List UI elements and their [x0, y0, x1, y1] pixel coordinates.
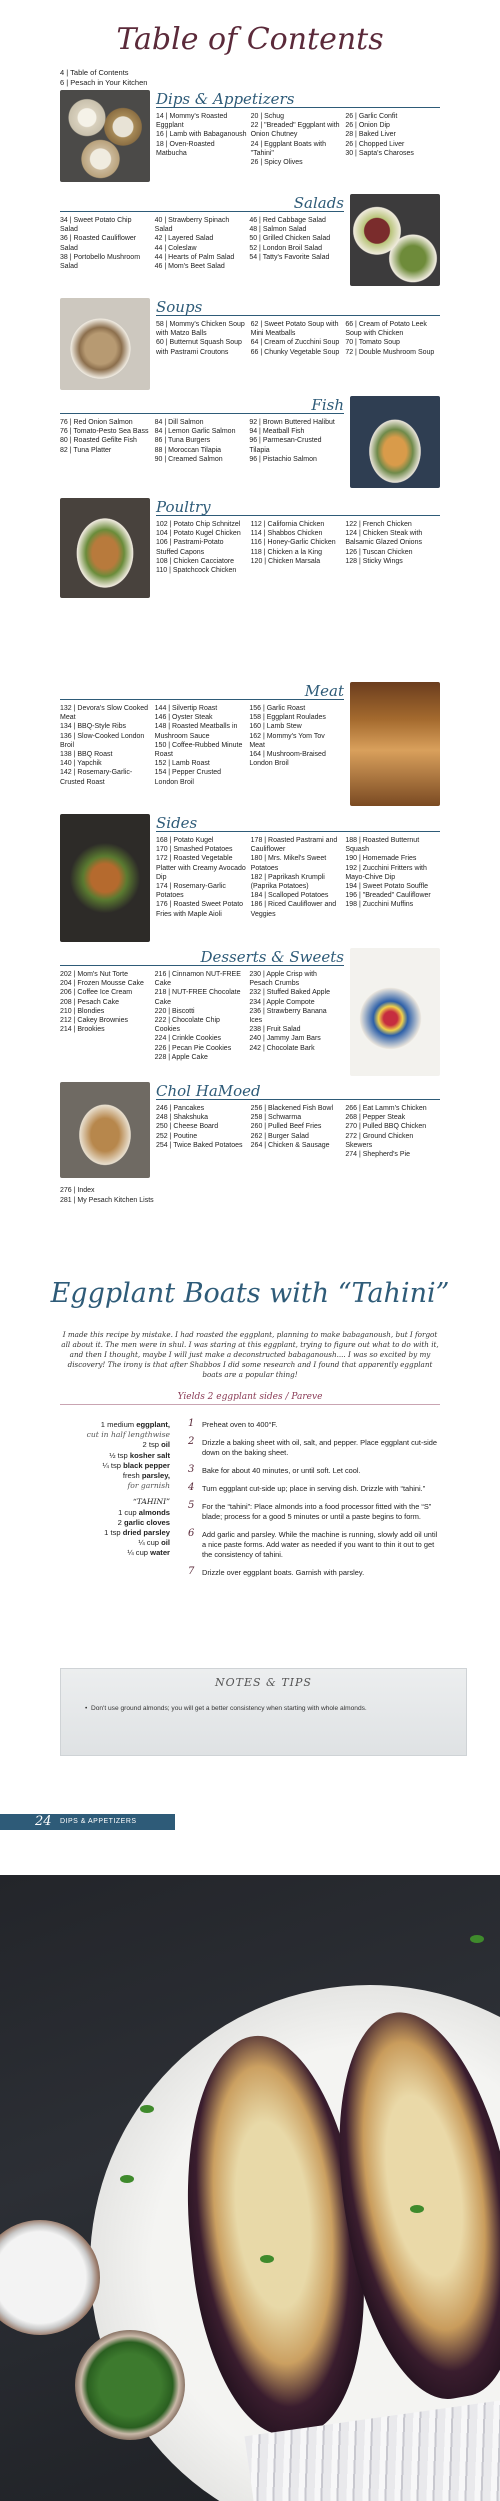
toc-entry[interactable]: 260 | Pulled Beef Fries: [250, 1123, 322, 1131]
parsley-leaf: [120, 2175, 134, 2183]
toc-column: [60, 216, 151, 271]
toc-column: [155, 216, 246, 271]
toc-entry[interactable]: 182 | Paprikash Krumpli (Paprika Potatoes): [250, 873, 325, 891]
toc-entry[interactable]: 220 | Biscotti: [154, 1007, 195, 1015]
toc-entry[interactable]: 16 | Lamb with Babaganoush: [156, 131, 247, 139]
toc-entry[interactable]: 124 | Chicken Steak with Balsamic Glazed Onions: [345, 530, 423, 547]
toc-column: [155, 704, 246, 787]
section-heading: Desserts & Sweets: [200, 948, 344, 966]
toc-entry[interactable]: 170 | Smashed Potatoes: [156, 846, 233, 854]
chol-photo: [60, 1082, 150, 1178]
toc-entry[interactable]: 94 | Meatball Fish: [249, 428, 305, 436]
toc-entry[interactable]: 60 | Butternut Squash Soup with Pastrami Croutons: [156, 339, 242, 356]
toc-entry[interactable]: 102 | Potato Chip Schnitzel: [156, 521, 241, 528]
ingredient-row: [70, 1528, 170, 1538]
recipe-photo: [0, 1875, 500, 2501]
dips-photo: [60, 90, 150, 182]
toc-entry[interactable]: 164 | Mushroom-Braised London Broil: [249, 751, 326, 768]
herb-bowl: [75, 2330, 185, 2440]
ingredient-row: [70, 1440, 170, 1450]
toc-entry[interactable]: 92 | Brown Buttered Halibut: [249, 419, 335, 426]
desserts-photo: [350, 948, 440, 1076]
poultry-photo: [60, 498, 150, 598]
ingredient-list: [70, 1420, 170, 1559]
toc-column: [345, 112, 436, 158]
toc-entry[interactable]: 266 | Eat Lamm's Chicken: [345, 1105, 427, 1112]
toc-entry[interactable]: 22 | "Breaded" Eggplant with Onion Chutney: [250, 122, 340, 139]
toc-section-fish: [60, 396, 440, 488]
toc-entry[interactable]: 50 | Grilled Chicken Salad: [249, 235, 331, 243]
toc-column: [251, 320, 342, 357]
toc-column: [345, 1104, 436, 1159]
step-list: [188, 1420, 440, 1586]
toc-entry[interactable]: 212 | Cakey Brownies: [60, 1017, 128, 1025]
toc-entry[interactable]: 142 | Rosemary-Garlic-Crusted Roast: [60, 769, 133, 786]
recipe-step: [188, 1568, 440, 1578]
toc-entry[interactable]: 42 | Layered Salad: [154, 235, 214, 243]
parsley-leaf: [140, 2105, 154, 2113]
toc-column: [60, 970, 151, 1034]
toc-entry[interactable]: 58 | Mommy's Chicken Soup with Matzo Balls: [156, 321, 245, 338]
toc-entry[interactable]: 26 | Onion Dip: [345, 122, 390, 130]
toc-entry[interactable]: 196 | "Breaded" Cauliflower: [345, 892, 431, 900]
toc-entry[interactable]: 54 | Tatty's Favorite Salad: [249, 253, 330, 261]
toc-entry[interactable]: 28 | Baked Liver: [345, 131, 396, 139]
ingredient-amount: 1 medium: [100, 1420, 135, 1429]
toc-entry[interactable]: 40 | Strawberry Spinach Salad: [154, 217, 230, 234]
step-text: Bake for about 40 minutes, or until soft. Let cool.: [202, 1466, 361, 1475]
toc-entry[interactable]: 156 | Garlic Roast: [249, 705, 306, 712]
ingredient-note: cut in half lengthwise: [86, 1430, 170, 1440]
toc-entry[interactable]: 178 | Roasted Pastrami and Cauliflower: [250, 837, 338, 854]
ingredient-name: oil: [161, 1538, 170, 1548]
toc-entry[interactable]: 160 | Lamb Stew: [249, 723, 302, 731]
toc-entry[interactable]: 18 | Oven-Roasted Matbucha: [156, 140, 215, 157]
toc-entry[interactable]: 194 | Sweet Potato Souffle: [345, 883, 428, 891]
toc-entry[interactable]: 224 | Crinkle Cookies: [154, 1035, 222, 1043]
ingredient-subheading: “TAHINI”: [132, 1497, 170, 1507]
toc-entry[interactable]: 236 | Strawberry Banana Ices: [249, 1007, 327, 1025]
toc-column: [345, 836, 436, 910]
ingredient-row: [70, 1538, 170, 1548]
toc-entry[interactable]: 228 | Apple Cake: [154, 1053, 208, 1061]
toc-entry[interactable]: 34 | Sweet Potato Chip Salad: [60, 217, 132, 234]
toc-column: [156, 320, 247, 357]
step-number: 6: [188, 1528, 195, 1539]
toc-entry[interactable]: 116 | Honey-Garlic Chicken: [250, 539, 336, 547]
toc-column: [60, 704, 151, 787]
toc-entry[interactable]: 82 | Tuna Platter: [60, 446, 112, 454]
meat-photo: [350, 682, 440, 806]
toc-entry[interactable]: 76 | Tomato-Pesto Sea Bass: [60, 428, 149, 436]
toc-entry[interactable]: 96 | Pistachio Salmon: [249, 455, 317, 463]
toc-entry[interactable]: 66 | Chunky Vegetable Soup: [250, 348, 340, 356]
toc-entry[interactable]: 80 | Roasted Gefilte Fish: [60, 437, 137, 445]
toc-section-meat: [60, 682, 440, 806]
recipe-step: [188, 1502, 440, 1522]
toc-entry[interactable]: 30 | Sapta's Charoses: [345, 149, 414, 157]
toc-entry[interactable]: 162 | Mommy's Yom Tov Meat: [249, 732, 325, 749]
toc-entry[interactable]: 238 | Fruit Salad: [249, 1026, 301, 1034]
ingredient-amount: ¼ cup: [127, 1548, 149, 1558]
toc-entry[interactable]: 132 | Devora's Slow Cooked Meat: [60, 705, 148, 722]
toc-entry[interactable]: 120 | Chicken Marsala: [250, 557, 321, 565]
ingredient-name: dried parsley: [122, 1528, 170, 1538]
toc-entry[interactable]: 104 | Potato Kugel Chicken: [156, 530, 241, 538]
toc-column: [251, 836, 342, 919]
notes-title: NOTES & TIPS: [215, 1676, 312, 1689]
toc-column: [155, 970, 246, 1062]
toc-entry[interactable]: 250 | Cheese Board: [156, 1123, 219, 1131]
toc-entry[interactable]: 248 | Shakshuka: [156, 1114, 209, 1122]
toc-entry[interactable]: 126 | Tuscan Chicken: [345, 548, 413, 556]
ingredient-name: parsley,: [141, 1471, 170, 1481]
toc-section-sides: [60, 814, 440, 942]
step-text: Preheat oven to 400°F.: [202, 1420, 278, 1429]
soups-photo: [60, 298, 150, 390]
toc-column: [249, 216, 340, 262]
toc-entry[interactable]: 26 | Spicy Olives: [250, 159, 303, 167]
recipe-step: [188, 1484, 440, 1494]
ingredient-amount: 2: [117, 1517, 122, 1527]
ingredient-amount: ½ tsp: [109, 1450, 128, 1460]
notes-box: [60, 1668, 467, 1756]
toc-entry[interactable]: 46 | Red Cabbage Salad: [249, 217, 326, 224]
toc-entry[interactable]: 242 | Chocolate Bark: [249, 1044, 315, 1052]
toc-entry[interactable]: 262 | Burger Salad: [250, 1132, 309, 1140]
recipe-intro: I made this recipe by mistake. I had roasted the eggplant, planning to make babaganoush, but I forgot all about it. The men were in shul. I was staring at this eggplant, trying to figure out what to do with it, and then I thought, maybe I will just make a deconstructed babaganoush.... I was so excited by my discovery! The irony is that after Shabbos I did some research and I found that apparently eggplant boats are a popular thing!: [61, 1330, 439, 1379]
toc-section-chol: [60, 1082, 440, 1178]
toc-column: [345, 520, 436, 566]
toc-section-poultry: [60, 498, 440, 598]
toc-entry[interactable]: 52 | London Broil Salad: [249, 244, 322, 252]
toc-column: [251, 112, 342, 167]
toc-entry[interactable]: 118 | Chicken a la King: [250, 548, 322, 556]
recipe-yield: Yields 2 eggplant sides / Pareve: [177, 1392, 323, 1402]
ingredient-note: for garnish: [127, 1481, 170, 1491]
salads-photo: [350, 194, 440, 286]
toc-entry[interactable]: 76 | Red Onion Salmon: [60, 419, 133, 426]
parsley-leaf: [260, 2255, 274, 2263]
recipe-step: [188, 1420, 440, 1430]
toc-entry[interactable]: 88 | Moroccan Tilapia: [154, 446, 222, 454]
toc-entry[interactable]: 128 | Sticky Wings: [345, 557, 403, 565]
step-text: Drizzle over eggplant boats. Garnish with parsley.: [202, 1568, 365, 1577]
toc-entry[interactable]: 96 | Parmesan-Crusted Tilapia: [249, 437, 322, 454]
toc-entry[interactable]: 114 | Shabbos Chicken: [250, 530, 323, 538]
section-heading: Fish: [311, 396, 344, 414]
ingredient-amount: 1 tsp: [104, 1528, 121, 1538]
toc-entry[interactable]: 168 | Potato Kugel: [156, 837, 214, 844]
toc-entry[interactable]: 172 | Roasted Vegetable Platter with Creamy Avocado Dip: [156, 855, 246, 881]
toc-entry[interactable]: 70 | Tomato Soup: [345, 339, 400, 347]
ingredient-row: [70, 1471, 170, 1481]
toc-section-soups: [60, 298, 440, 390]
toc-entry[interactable]: 272 | Ground Chicken Skewers: [345, 1132, 414, 1149]
ingredient-name: eggplant,: [136, 1420, 170, 1429]
toc-entry[interactable]: 268 | Pepper Steak: [345, 1114, 406, 1122]
toc-entry[interactable]: 150 | Coffee-Rubbed Minute Roast: [154, 741, 243, 759]
toc-entry[interactable]: 38 | Portobello Mushroom Salad: [60, 253, 141, 271]
toc-title: Table of Contents: [116, 22, 384, 57]
step-number: 2: [188, 1436, 195, 1447]
divider: [60, 699, 344, 700]
toc-column: [251, 1104, 342, 1150]
parsley-leaf: [470, 1935, 484, 1943]
front-matter-list: [60, 68, 147, 88]
toc-entry[interactable]: 180 | Mrs. Mikel's Sweet Potatoes: [250, 855, 327, 872]
toc-entry[interactable]: 86 | Tuna Burgers: [154, 437, 211, 445]
toc-entry[interactable]: 146 | Oyster Steak: [154, 714, 213, 722]
list-item[interactable]: 281 | My Pesach Kitchen Lists: [60, 1196, 154, 1204]
section-heading: Meat: [304, 682, 344, 700]
step-text: Add garlic and parsley. While the machine is running, slowly add oil until a nice paste forms. Add water as needed if you want to thin it out to get the consistency of tahini.: [202, 1530, 438, 1559]
toc-entry[interactable]: 230 | Apple Crisp with Pesach Crumbs: [249, 971, 317, 988]
toc-entry[interactable]: 210 | Blondies: [60, 1007, 105, 1015]
toc-section-desserts: [60, 948, 440, 1076]
toc-entry[interactable]: 154 | Pepper Crusted London Broil: [154, 769, 222, 786]
toc-entry[interactable]: 106 | Pastrami-Potato Stuffed Capons: [156, 539, 224, 556]
section-heading: Salads: [293, 194, 344, 212]
fish-photo: [350, 396, 440, 488]
toc-entry[interactable]: 136 | Slow-Cooked London Broil: [60, 732, 145, 749]
toc-entry[interactable]: 232 | Stuffed Baked Apple: [249, 989, 331, 997]
toc-entry[interactable]: 240 | Jammy Jam Bars: [249, 1035, 321, 1043]
toc-entry[interactable]: 270 | Pulled BBQ Chicken: [345, 1123, 427, 1131]
toc-entry[interactable]: 44 | Hearts of Palm Salad: [154, 253, 235, 261]
recipe-step: [188, 1438, 440, 1458]
step-number: 1: [188, 1418, 195, 1429]
toc-entry[interactable]: 24 | Eggplant Boats with "Tahini": [250, 140, 327, 157]
step-number: 5: [188, 1500, 195, 1511]
toc-entry[interactable]: 36 | Roasted Cauliflower Salad: [60, 235, 137, 252]
toc-entry[interactable]: 226 | Pecan Pie Cookies: [154, 1044, 232, 1052]
toc-entry[interactable]: 208 | Pesach Cake: [60, 998, 120, 1006]
toc-entry[interactable]: 204 | Frozen Mousse Cake: [60, 980, 144, 988]
list-item[interactable]: 6 | Pesach in Your Kitchen: [60, 78, 148, 87]
toc-entry[interactable]: 90 | Creamed Salmon: [154, 455, 223, 463]
toc-entry[interactable]: 66 | Cream of Potato Leek Soup with Chicken: [345, 321, 427, 338]
divider: [156, 831, 440, 832]
ingredient-name: oil: [161, 1440, 170, 1450]
ingredient-amount: fresh: [122, 1471, 140, 1481]
toc-entry[interactable]: 20 | Schug: [250, 113, 284, 120]
toc-column: [156, 112, 247, 158]
ingredient-name: black pepper: [123, 1460, 170, 1470]
step-text: For the “tahini”: Place almonds into a food processor fitted with the “S” blade; process for a good 5 minutes or until a paste begins to form.: [202, 1502, 432, 1521]
toc-column: [156, 1104, 247, 1150]
recipe-step: [188, 1466, 440, 1476]
toc-entry[interactable]: 214 | Brookies: [60, 1026, 105, 1034]
section-heading: Sides: [156, 814, 198, 832]
toc-column: [249, 970, 340, 1053]
bullet-icon: •: [85, 1705, 91, 1712]
toc-entry[interactable]: 234 | Apple Compote: [249, 998, 315, 1006]
toc-entry[interactable]: 176 | Roasted Sweet Potato Fries with Maple Aioli: [156, 901, 244, 918]
toc-entry[interactable]: 14 | Mommy's Roasted Eggplant: [156, 113, 228, 130]
toc-entry[interactable]: 174 | Rosemary-Garlic Potatoes: [156, 883, 226, 900]
toc-entry[interactable]: 44 | Coleslaw: [154, 244, 197, 252]
sides-photo: [60, 814, 150, 942]
toc-entry[interactable]: 122 | French Chicken: [345, 521, 412, 528]
section-heading: Chol HaMoed: [156, 1082, 261, 1100]
toc-entry[interactable]: 62 | Sweet Potato Soup with Mini Meatballs: [250, 321, 339, 338]
toc-entry[interactable]: 152 | Lamb Roast: [154, 760, 210, 768]
toc-entry[interactable]: 144 | Silvertip Roast: [154, 705, 218, 712]
back-matter-list: [60, 1186, 154, 1205]
ingredient-amount: ¼ tsp: [102, 1460, 122, 1470]
toc-entry[interactable]: 216 | Cinnamon NUT-FREE Cake: [154, 971, 241, 988]
toc-entry[interactable]: 64 | Cream of Zucchini Soup: [250, 339, 340, 347]
toc-entry[interactable]: 158 | Eggplant Roulades: [249, 714, 326, 722]
ingredient-amount: 1 cup: [118, 1507, 137, 1517]
page-number: 24: [35, 1814, 52, 1829]
recipe-title: Eggplant Boats with “Tahini”: [50, 1278, 450, 1309]
toc-entry[interactable]: 84 | Lemon Garlic Salmon: [154, 428, 236, 436]
toc-entry[interactable]: 184 | Scalloped Potatoes: [250, 892, 329, 900]
ingredient-row: [70, 1451, 170, 1461]
toc-section-dips: [60, 90, 440, 182]
toc-entry[interactable]: 84 | Dill Salmon: [154, 419, 204, 426]
ingredient-name: garlic cloves: [123, 1517, 170, 1527]
list-item[interactable]: 276 | Index: [60, 1187, 95, 1194]
toc-entry[interactable]: 202 | Mom's Nut Torte: [60, 971, 128, 978]
toc-entry[interactable]: 134 | BBQ-Style Ribs: [60, 723, 127, 731]
step-number: 3: [188, 1464, 195, 1475]
toc-section-salads: [60, 194, 440, 286]
divider: [60, 1404, 440, 1405]
notes-text: [85, 1705, 367, 1712]
salt-bowl: [0, 2220, 100, 2335]
toc-entry[interactable]: 246 | Pancakes: [156, 1105, 205, 1112]
list-item[interactable]: 4 | Table of Contents: [60, 68, 129, 77]
ingredient-row: [70, 1420, 170, 1430]
toc-entry[interactable]: 108 | Chicken Cacciatore: [156, 557, 235, 565]
ingredient-name: almonds: [138, 1507, 170, 1517]
toc-entry[interactable]: 72 | Double Mushroom Soup: [345, 348, 435, 356]
toc-entry[interactable]: 252 | Poutine: [156, 1132, 198, 1140]
section-heading: Soups: [156, 298, 203, 316]
toc-entry[interactable]: 198 | Zucchini Muffins: [345, 901, 414, 909]
toc-column: [60, 418, 151, 455]
toc-entry[interactable]: 26 | Chopped Liver: [345, 140, 405, 148]
toc-column: [249, 418, 340, 464]
toc-entry[interactable]: 188 | Roasted Butternut Squash: [345, 837, 420, 854]
footer-section-label: DIPS & APPETIZERS: [60, 1818, 137, 1825]
step-number: 4: [188, 1482, 195, 1493]
toc-entry[interactable]: 110 | Spatchcock Chicken: [156, 567, 237, 575]
divider: [60, 413, 344, 414]
toc-entry[interactable]: 140 | Yapchik: [60, 760, 102, 768]
step-text: Turn eggplant cut-side up; place in serving dish. Drizzle with “tahini.”: [202, 1484, 426, 1493]
toc-column: [156, 520, 247, 575]
toc-entry[interactable]: 138 | BBQ Roast: [60, 751, 113, 759]
toc-column: [345, 320, 436, 357]
toc-entry[interactable]: 218 | NUT-FREE Chocolate Cake: [154, 989, 241, 1006]
toc-entry[interactable]: 46 | Mom's Beet Salad: [154, 263, 225, 271]
ingredient-row: [70, 1548, 170, 1558]
section-heading: Poultry: [156, 498, 211, 516]
toc-entry[interactable]: 206 | Coffee Ice Cream: [60, 989, 133, 997]
ingredient-row: [70, 1518, 170, 1528]
note-item: Don't use ground almonds; you will get a better consistency when starting with whole almonds.: [90, 1705, 367, 1712]
parsley-leaf: [410, 2205, 424, 2213]
step-number: 7: [188, 1566, 195, 1577]
toc-entry[interactable]: 190 | Homemade Fries: [345, 855, 417, 863]
toc-entry[interactable]: 254 | Twice Baked Potatoes: [156, 1141, 243, 1149]
toc-column: [156, 836, 247, 919]
ingredient-amount: ¼ cup: [138, 1538, 160, 1548]
toc-column: [155, 418, 246, 464]
toc-column: [249, 704, 340, 768]
ingredient-amount: 2 tsp: [142, 1440, 160, 1450]
ingredient-row: [70, 1508, 170, 1518]
toc-entry[interactable]: 258 | Schwarma: [250, 1114, 302, 1122]
recipe-step: [188, 1530, 440, 1560]
toc-entry[interactable]: 222 | Chocolate Chip Cookies: [154, 1017, 220, 1034]
ingredient-row: [70, 1461, 170, 1471]
toc-entry[interactable]: 48 | Salmon Salad: [249, 226, 307, 234]
toc-column: [251, 520, 342, 566]
toc-entry[interactable]: 148 | Roasted Meatballs in Mushroom Sauce: [154, 723, 238, 740]
toc-entry[interactable]: 112 | California Chicken: [250, 521, 325, 528]
toc-entry[interactable]: 186 | Riced Cauliflower and Veggies: [250, 901, 337, 918]
toc-entry[interactable]: 264 | Chicken & Sausage: [250, 1141, 330, 1149]
ingredient-name: water: [150, 1548, 170, 1558]
toc-entry[interactable]: 192 | Zucchini Fritters with Mayo-Chive Dip: [345, 864, 427, 881]
toc-entry[interactable]: 256 | Blackened Fish Bowl: [250, 1105, 334, 1112]
section-heading: Dips & Appetizers: [156, 90, 295, 108]
ingredient-name: kosher salt: [129, 1450, 170, 1460]
toc-entry[interactable]: 26 | Garlic Confit: [345, 113, 398, 120]
step-text: Drizzle a baking sheet with oil, salt, and pepper. Place eggplant cut-side down on the baking sheet.: [202, 1438, 437, 1457]
toc-entry[interactable]: 274 | Shepherd's Pie: [345, 1151, 410, 1159]
